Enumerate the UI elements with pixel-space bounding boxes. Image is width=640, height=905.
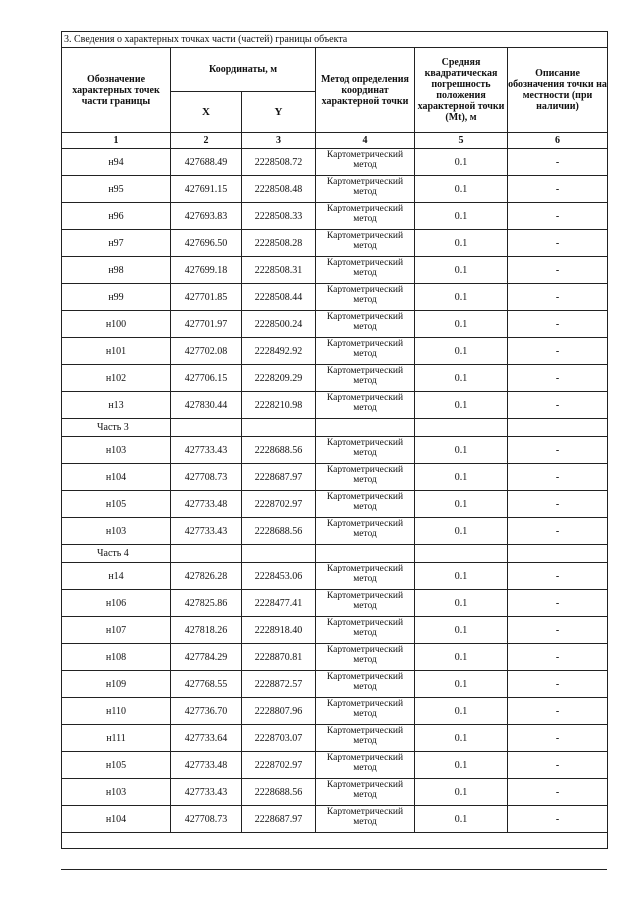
empty-cell [415, 545, 508, 563]
point-name: н102 [62, 365, 171, 392]
header-method: Метод определения координат характерной точки [316, 48, 415, 133]
method: Картометрический метод [316, 311, 415, 338]
description: - [508, 392, 608, 419]
coord-y: 2228492.92 [242, 338, 316, 365]
description: - [508, 437, 608, 464]
coord-x: 427784.29 [171, 644, 242, 671]
description: - [508, 644, 608, 671]
coord-y: 2228702.97 [242, 752, 316, 779]
method: Картометрический метод [316, 203, 415, 230]
header-designation: Обозначение характерных точек части границы [62, 48, 171, 133]
method: Картометрический метод [316, 617, 415, 644]
error-value: 0.1 [415, 311, 508, 338]
table-row [62, 230, 608, 257]
part-row [62, 419, 608, 437]
table-row [62, 617, 608, 644]
point-name: н104 [62, 806, 171, 833]
table-row [62, 464, 608, 491]
error-value: 0.1 [415, 590, 508, 617]
method: Картометрический метод [316, 806, 415, 833]
coord-y: 2228703.07 [242, 725, 316, 752]
coord-x: 427693.83 [171, 203, 242, 230]
point-name: н108 [62, 644, 171, 671]
error-value: 0.1 [415, 752, 508, 779]
section-title-row [62, 32, 608, 48]
table-row [62, 563, 608, 590]
error-value: 0.1 [415, 176, 508, 203]
coord-x: 427733.48 [171, 752, 242, 779]
error-value: 0.1 [415, 806, 508, 833]
coord-x: 427696.50 [171, 230, 242, 257]
part-label: Часть 4 [62, 545, 171, 563]
coord-y: 2228508.72 [242, 149, 316, 176]
header-coordinates: Координаты, м [171, 48, 316, 92]
column-number: 4 [316, 133, 415, 149]
empty-row [62, 833, 608, 849]
method: Картометрический метод [316, 491, 415, 518]
error-value: 0.1 [415, 671, 508, 698]
coord-x: 427733.43 [171, 437, 242, 464]
point-name: н14 [62, 563, 171, 590]
error-value: 0.1 [415, 230, 508, 257]
description: - [508, 176, 608, 203]
header-y: Y [242, 92, 316, 133]
column-number-row [62, 133, 608, 149]
header-row [62, 48, 608, 92]
empty-cell [171, 419, 242, 437]
point-name: н105 [62, 752, 171, 779]
coord-x: 427699.18 [171, 257, 242, 284]
method: Картометрический метод [316, 590, 415, 617]
coord-x: 427691.15 [171, 176, 242, 203]
point-name: н100 [62, 311, 171, 338]
table-row [62, 518, 608, 545]
description: - [508, 230, 608, 257]
column-number: 2 [171, 133, 242, 149]
method: Картометрический метод [316, 644, 415, 671]
coord-x: 427825.86 [171, 590, 242, 617]
coord-y: 2228687.97 [242, 806, 316, 833]
method: Картометрический метод [316, 725, 415, 752]
description: - [508, 491, 608, 518]
part-row [62, 545, 608, 563]
coord-y: 2228508.33 [242, 203, 316, 230]
point-name: н13 [62, 392, 171, 419]
column-number: 5 [415, 133, 508, 149]
table-row [62, 149, 608, 176]
empty-cell [242, 419, 316, 437]
table-row [62, 176, 608, 203]
coord-x: 427830.44 [171, 392, 242, 419]
bottom-rule [61, 869, 607, 870]
header-x: X [171, 92, 242, 133]
description: - [508, 590, 608, 617]
coord-y: 2228508.48 [242, 176, 316, 203]
description: - [508, 464, 608, 491]
coord-y: 2228688.56 [242, 437, 316, 464]
table-row [62, 644, 608, 671]
point-name: н97 [62, 230, 171, 257]
method: Картометрический метод [316, 437, 415, 464]
header-error: Средняя квадратическая погрешность положения характерной точки (Mt), м [415, 48, 508, 133]
error-value: 0.1 [415, 491, 508, 518]
coord-y: 2228210.98 [242, 392, 316, 419]
table-row [62, 311, 608, 338]
coord-x: 427733.43 [171, 779, 242, 806]
coord-y: 2228500.24 [242, 311, 316, 338]
method: Картометрический метод [316, 257, 415, 284]
table-row [62, 752, 608, 779]
method: Картометрический метод [316, 671, 415, 698]
point-name: н110 [62, 698, 171, 725]
table-row [62, 725, 608, 752]
description: - [508, 779, 608, 806]
column-number: 3 [242, 133, 316, 149]
table-row [62, 698, 608, 725]
coord-y: 2228702.97 [242, 491, 316, 518]
error-value: 0.1 [415, 284, 508, 311]
point-name: н94 [62, 149, 171, 176]
empty-cell [508, 419, 608, 437]
coord-y: 2228870.81 [242, 644, 316, 671]
table-row [62, 203, 608, 230]
method: Картометрический метод [316, 230, 415, 257]
method: Картометрический метод [316, 563, 415, 590]
description: - [508, 149, 608, 176]
description: - [508, 284, 608, 311]
error-value: 0.1 [415, 518, 508, 545]
point-name: н99 [62, 284, 171, 311]
point-name: н107 [62, 617, 171, 644]
description: - [508, 617, 608, 644]
coord-x: 427768.55 [171, 671, 242, 698]
description: - [508, 257, 608, 284]
coord-y: 2228688.56 [242, 518, 316, 545]
table-row [62, 365, 608, 392]
part-label: Часть 3 [62, 419, 171, 437]
error-value: 0.1 [415, 464, 508, 491]
boundary-points-table [61, 31, 608, 849]
coord-y: 2228508.28 [242, 230, 316, 257]
method: Картометрический метод [316, 149, 415, 176]
method: Картометрический метод [316, 752, 415, 779]
empty-cell [316, 419, 415, 437]
error-value: 0.1 [415, 149, 508, 176]
empty-cell [242, 545, 316, 563]
description: - [508, 518, 608, 545]
coord-x: 427688.49 [171, 149, 242, 176]
section-title: 3. Сведения о характерных точках части (частей) границы объекта [62, 32, 608, 48]
description: - [508, 671, 608, 698]
method: Картометрический метод [316, 176, 415, 203]
coord-x: 427701.97 [171, 311, 242, 338]
coord-x: 427708.73 [171, 806, 242, 833]
description: - [508, 752, 608, 779]
empty-cell [171, 545, 242, 563]
method: Картометрический метод [316, 464, 415, 491]
description: - [508, 563, 608, 590]
table-row [62, 437, 608, 464]
table-row [62, 338, 608, 365]
coord-x: 427701.85 [171, 284, 242, 311]
coord-y: 2228688.56 [242, 779, 316, 806]
method: Картометрический метод [316, 392, 415, 419]
method: Картометрический метод [316, 698, 415, 725]
coord-x: 427736.70 [171, 698, 242, 725]
method: Картометрический метод [316, 779, 415, 806]
header-description: Описание обозначения точки на местности (при наличии) [508, 48, 608, 133]
point-name: н103 [62, 779, 171, 806]
coord-y: 2228687.97 [242, 464, 316, 491]
coord-y: 2228209.29 [242, 365, 316, 392]
point-name: н106 [62, 590, 171, 617]
error-value: 0.1 [415, 698, 508, 725]
point-name: н101 [62, 338, 171, 365]
description: - [508, 203, 608, 230]
point-name: н111 [62, 725, 171, 752]
coord-x: 427733.64 [171, 725, 242, 752]
coord-y: 2228477.41 [242, 590, 316, 617]
coord-x: 427818.26 [171, 617, 242, 644]
error-value: 0.1 [415, 338, 508, 365]
coord-y: 2228872.57 [242, 671, 316, 698]
error-value: 0.1 [415, 203, 508, 230]
coord-x: 427733.43 [171, 518, 242, 545]
description: - [508, 365, 608, 392]
empty-cell [508, 545, 608, 563]
description: - [508, 725, 608, 752]
error-value: 0.1 [415, 617, 508, 644]
point-name: н103 [62, 518, 171, 545]
point-name: н109 [62, 671, 171, 698]
point-name: н98 [62, 257, 171, 284]
table-row [62, 590, 608, 617]
method: Картометрический метод [316, 338, 415, 365]
coord-x: 427826.28 [171, 563, 242, 590]
coord-y: 2228508.31 [242, 257, 316, 284]
table-row [62, 491, 608, 518]
column-number: 1 [62, 133, 171, 149]
point-name: н95 [62, 176, 171, 203]
method: Картометрический метод [316, 365, 415, 392]
coord-y: 2228807.96 [242, 698, 316, 725]
coord-x: 427706.15 [171, 365, 242, 392]
empty-cell [62, 833, 608, 849]
method: Картометрический метод [316, 284, 415, 311]
error-value: 0.1 [415, 365, 508, 392]
error-value: 0.1 [415, 779, 508, 806]
error-value: 0.1 [415, 392, 508, 419]
error-value: 0.1 [415, 725, 508, 752]
description: - [508, 698, 608, 725]
coord-y: 2228918.40 [242, 617, 316, 644]
coord-x: 427708.73 [171, 464, 242, 491]
description: - [508, 806, 608, 833]
point-name: н103 [62, 437, 171, 464]
point-name: н104 [62, 464, 171, 491]
coord-y: 2228508.44 [242, 284, 316, 311]
error-value: 0.1 [415, 257, 508, 284]
description: - [508, 311, 608, 338]
description: - [508, 338, 608, 365]
method: Картометрический метод [316, 518, 415, 545]
coord-x: 427702.08 [171, 338, 242, 365]
table-row [62, 257, 608, 284]
table-row [62, 284, 608, 311]
table-row [62, 671, 608, 698]
point-name: н96 [62, 203, 171, 230]
coord-x: 427733.48 [171, 491, 242, 518]
column-number: 6 [508, 133, 608, 149]
empty-cell [316, 545, 415, 563]
error-value: 0.1 [415, 437, 508, 464]
point-name: н105 [62, 491, 171, 518]
error-value: 0.1 [415, 644, 508, 671]
table-row [62, 779, 608, 806]
table-row [62, 392, 608, 419]
table-row [62, 806, 608, 833]
error-value: 0.1 [415, 563, 508, 590]
coord-y: 2228453.06 [242, 563, 316, 590]
empty-cell [415, 419, 508, 437]
